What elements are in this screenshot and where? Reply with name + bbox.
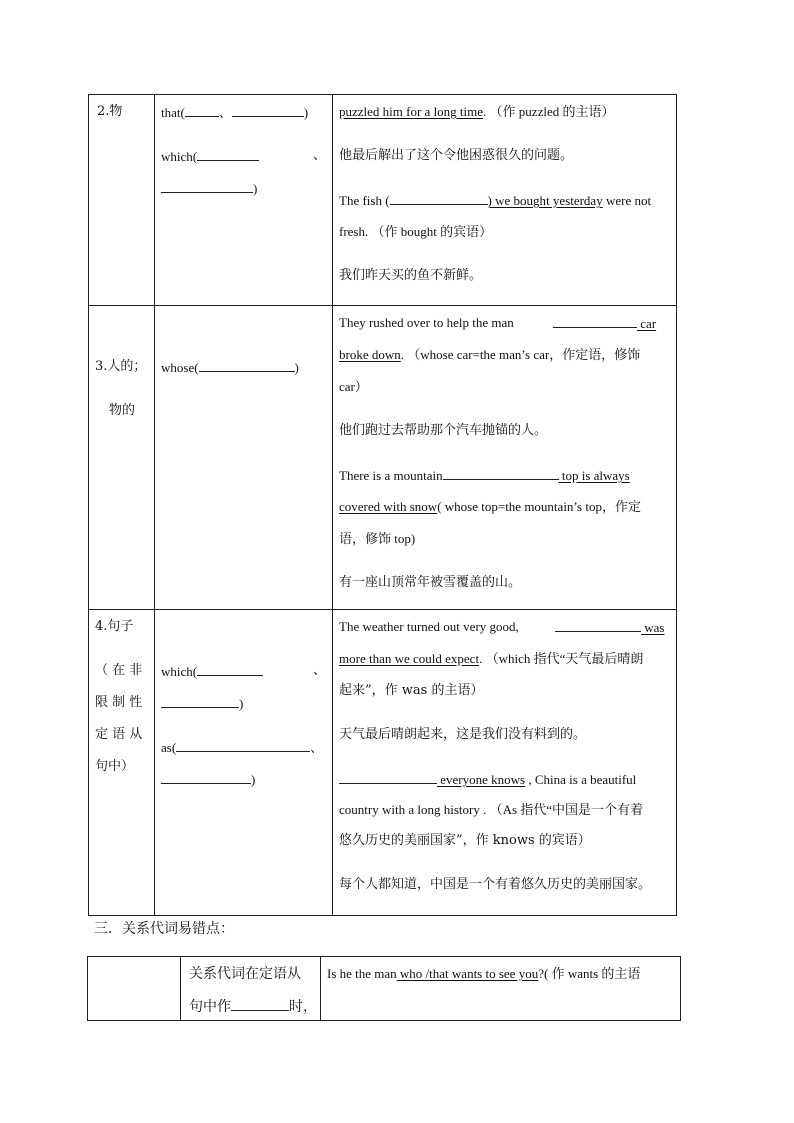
answer-blank — [185, 103, 219, 117]
pronoun-line: which( — [161, 147, 259, 166]
answer-blank — [232, 103, 304, 117]
example-cell: puzzled him for a long time. （作 puzzled 的主语） 他最后解出了这个令他困惑很久的问题。 The fish ( ) we bought yesterday were not fresh. （作 bought 的宾语） 我们昨天买的鱼不新鲜。 — [333, 95, 677, 306]
pronoun-cell: which( 、 ) as( 、 ) — [155, 610, 333, 916]
example-sentence: There is a mountain top is always — [339, 468, 630, 483]
example-cell: They rushed over to help the man car broke down. （whose car=the man’s car，作定语，修饰 car） 他们跑过去帮助那个汽车抛锚的人。 There is a mountain top is always covered with snow( whose top=the mountain’s top，作定 语，修饰 top) 有一座山顶常年被雪覆盖的山。 — [333, 306, 677, 610]
example-translation: 天气最后晴朗起来，这是我们没有料到的。 — [339, 727, 587, 742]
answer-blank — [161, 179, 253, 193]
answer-blank — [199, 358, 295, 372]
example-sentence: The weather turned out very good, — [339, 619, 519, 634]
example-translation: 我们昨天买的鱼不新鲜。 — [339, 268, 483, 283]
answer-blank — [339, 770, 437, 784]
example-sentence: They rushed over to help the man — [339, 315, 514, 330]
answer-blank — [197, 662, 263, 676]
pronoun-line: which( — [161, 662, 263, 681]
category-cell: 4.句子 （ 在 非 限 制 性 定 语 从 句中） — [89, 610, 155, 916]
example-cell — [321, 957, 681, 1021]
rule-cell: 关系代词在定语从 句中作 时， — [181, 957, 321, 1021]
pronoun-line: that( 、 ) — [161, 105, 309, 120]
answer-blank — [161, 694, 239, 708]
answer-blank — [176, 738, 310, 752]
answer-blank — [553, 314, 637, 328]
answer-blank — [443, 466, 559, 480]
category-label: 4.句子 — [95, 619, 134, 634]
category-cell — [89, 95, 155, 306]
category-label: 2.物 — [97, 104, 123, 119]
example-cell: The weather turned out very good, was more than we could expect. （which 指代“天气最后晴朗 起来”，作 was 的主语） 天气最后晴朗起来，这是我们没有料到的。 everyone knows , China is a beautiful country with a long history . （As 指代“中国是一个有着 悠久历史的美丽国家”，作 knows 的宾语） 每个人都知道，中国是一个有着悠久历史的美丽国家。 — [333, 610, 677, 916]
example-sentence: everyone knows , China is a beautiful — [339, 770, 636, 789]
example-translation: 他们跑过去帮助那个汽车抛锚的人。 — [339, 423, 548, 438]
answer-blank — [555, 618, 641, 632]
category-label: 物的 — [109, 403, 136, 418]
example-translation: 他最后解出了这个令他困惑很久的问题。 — [339, 148, 574, 163]
example-translation: 有一座山顶常年被雪覆盖的山。 — [339, 575, 522, 590]
table-row — [89, 306, 677, 610]
pronoun-line: ) — [161, 179, 257, 198]
example-sentence: puzzled him for a long time. （作 puzzled 的主语） — [339, 104, 615, 119]
relative-pronoun-table — [88, 94, 677, 916]
category-label: 3.人的； — [95, 359, 147, 374]
pronoun-cell: that( 、 ) which( 、 ) — [155, 95, 333, 306]
answer-blank — [161, 770, 251, 784]
example-sentence: Is he the man who /that wants to see you?( 作 wants 的主语 — [327, 966, 641, 981]
empty-cell — [88, 957, 181, 1021]
example-sentence: The fish ( ) we bought yesterday were not — [339, 193, 652, 208]
pronoun-line: as( 、 — [161, 740, 324, 755]
answer-blank — [231, 997, 289, 1011]
table-row — [89, 610, 677, 916]
pitfalls-table — [87, 956, 681, 1021]
answer-blank — [390, 191, 488, 205]
answer-blank — [197, 147, 259, 161]
pronoun-cell — [155, 306, 333, 610]
section-heading: 三．关系代词易错点： — [94, 921, 234, 937]
pronoun-line: whose( ) — [161, 360, 299, 375]
example-translation: 每个人都知道，中国是一个有着悠久历史的美丽国家。 — [339, 877, 652, 892]
category-cell — [89, 306, 155, 610]
table-row — [89, 95, 677, 306]
